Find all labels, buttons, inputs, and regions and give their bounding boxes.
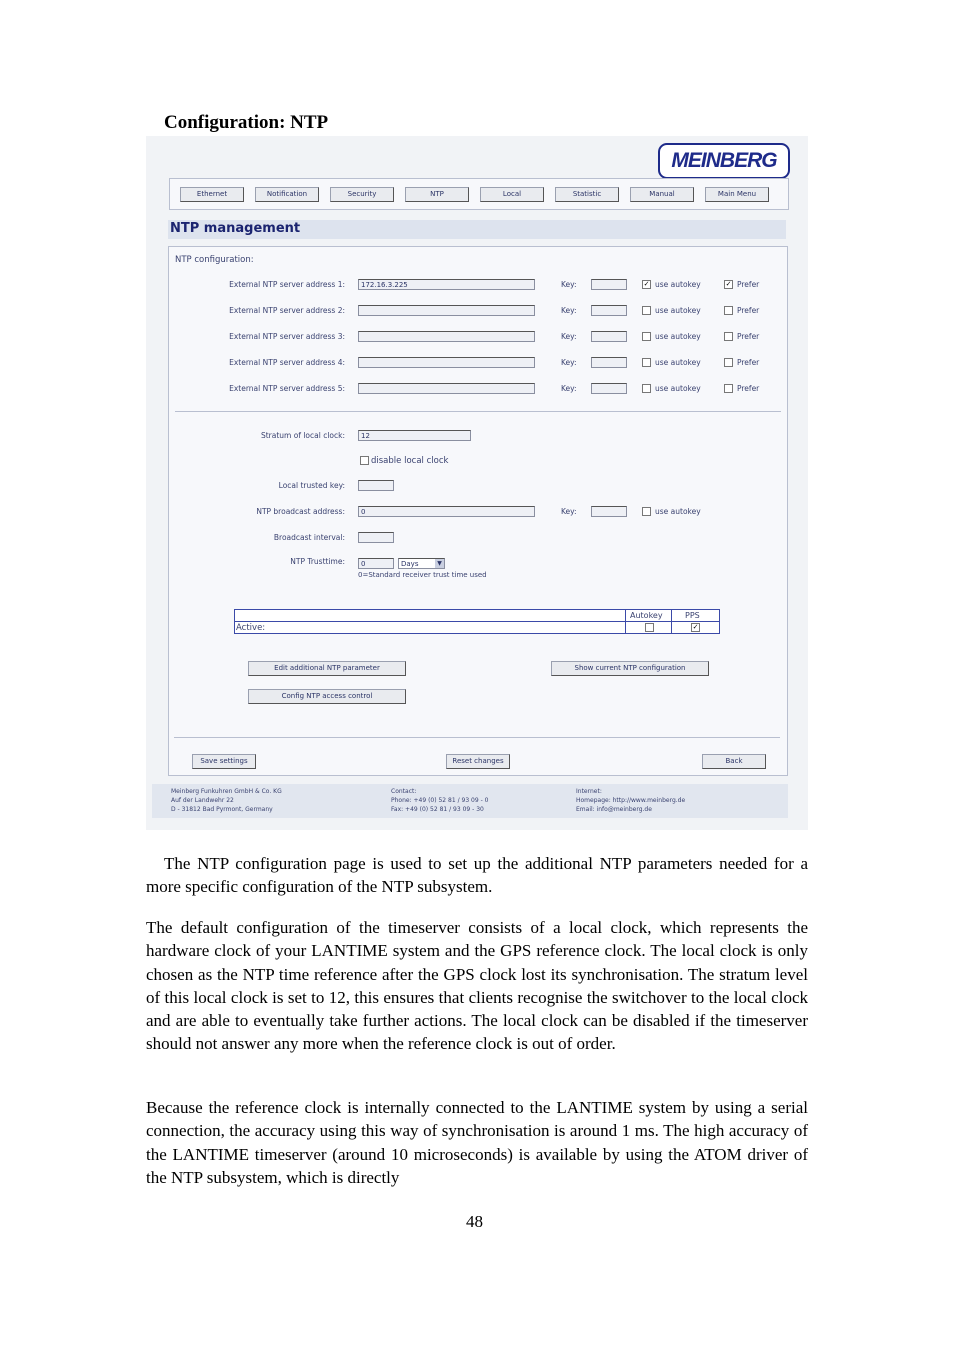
footer-company: Meinberg Funkuhren GmbH & Co. KG Auf der Landwehr 22 D - 31812 Bad Pyrmont, Germany [171,788,282,813]
nav-notification-button[interactable]: Notification [255,187,319,202]
edit-additional-ntp-button[interactable]: Edit additional NTP parameter [248,661,406,676]
table-divider [235,621,719,622]
trusttime-label: NTP Trusttime: [290,557,345,566]
broadcast-address-input[interactable]: 0 [358,506,535,517]
autokey-label: use autokey [655,332,701,341]
prefer-label: Prefer [737,280,760,289]
broadcast-key-label: Key: [561,507,577,516]
prefer-checkbox[interactable]: ✓ [725,280,732,288]
key-input[interactable] [591,279,627,290]
server-address-input[interactable] [358,305,535,316]
key-label: Key: [561,332,577,341]
trusttime-hint: 0=Standard receiver trust time used [358,571,487,579]
key-input[interactable] [591,383,627,394]
nav-statistic-button[interactable]: Statistic [555,187,619,202]
autokey-checkbox[interactable] [642,384,651,393]
server-address-input[interactable] [358,331,535,342]
prefer-label: Prefer [737,332,760,341]
footer-internet: Internet: Homepage: http://www.meinberg.de Email: info@meinberg.de [576,788,686,813]
trusttime-unit-select[interactable] [398,558,445,569]
prefer-checkbox[interactable] [724,332,733,341]
broadcast-interval-label: Broadcast interval: [273,533,345,542]
paragraph-1: The NTP configuration page is used to set up the additional NTP parameters needed for a more specific configuration of the NTP subsystem. [146,854,808,897]
key-input[interactable] [591,305,627,316]
active-autokey-checkbox[interactable] [645,623,654,632]
broadcast-address-label: NTP broadcast address: [256,507,345,516]
active-pps-checkbox[interactable]: ✓ [692,623,699,631]
autokey-label: use autokey [655,384,701,393]
autokey-label: use autokey [655,358,701,367]
footer-contact: Contact: Phone: +49 (0) 52 81 / 93 09 - 0 Fax: +49 (0) 52 81 / 93 09 - 30 [391,788,489,813]
autokey-checkbox[interactable] [642,332,651,341]
nav-bar [169,178,789,210]
paragraph-3: Because the reference clock is internally connected to the LANTIME system by using a serial connection, the accuracy using this way of synchronisation is around 1 ms. The high accuracy of the LANTIME timeserver (around 10 microseconds) is available by using the ATOM driver of the NTP subsystem, which is directly [146,1098,808,1187]
key-label: Key: [561,384,577,393]
broadcast-interval-input[interactable] [358,532,394,543]
back-button[interactable]: Back [702,754,766,769]
config-access-control-button[interactable]: Config NTP access control [248,689,406,704]
nav-manual-button[interactable]: Manual [630,187,694,202]
divider [175,411,781,412]
server-label: External NTP server address 4: [229,358,345,367]
title-bar [168,220,786,239]
server-label: External NTP server address 5: [229,384,345,393]
autokey-label: use autokey [655,306,701,315]
broadcast-autokey-label: use autokey [655,507,701,516]
divider [174,737,780,738]
autokey-header: Autokey [630,611,663,620]
prefer-label: Prefer [737,384,760,393]
prefer-checkbox[interactable] [724,384,733,393]
stratum-input[interactable]: 12 [358,430,471,441]
active-label: Active: [236,623,266,633]
trusttime-unit-value: Days [401,560,419,568]
save-settings-button[interactable]: Save settings [192,754,256,769]
nav-main-menu-button[interactable]: Main Menu [705,187,769,202]
server-address-input[interactable] [358,357,535,368]
ntp-config-screenshot [146,136,808,830]
meinberg-logo: MEINBERG [658,143,790,179]
key-label: Key: [561,280,577,289]
server-address-input[interactable]: 172.16.3.225 [358,279,535,290]
pps-header: PPS [685,611,700,620]
key-label: Key: [561,358,577,367]
page-title: NTP management [170,221,301,236]
server-address-input[interactable] [358,383,535,394]
footer [152,784,788,818]
reset-changes-button[interactable]: Reset changes [446,754,510,769]
broadcast-autokey-checkbox[interactable] [642,507,651,516]
table-divider [671,610,672,633]
paragraph-2: The default configuration of the timeserver consists of a local clock, which represents the hardware clock of your LANTIME system and the GPS reference clock. The local clock is only chosen as the NTP time reference after the GPS clock lost its synchronisation. The stratum level of this local clock is set to 12, this ensures that clients recognise the switchover to the local clock and are able to eventually take further actions. The local clock can be disabled if the timeserver should not answer any more when the reference clock is out of order. [146,918,808,1054]
server-label: External NTP server address 1: [229,280,345,289]
key-input[interactable] [591,357,627,368]
disable-local-clock-label: disable local clock [371,456,449,466]
trusted-key-label: Local trusted key: [278,481,345,490]
prefer-label: Prefer [737,358,760,367]
disable-local-clock-checkbox[interactable] [360,456,369,465]
autokey-checkbox[interactable] [642,358,651,367]
nav-security-button[interactable]: Security [330,187,394,202]
stratum-label: Stratum of local clock: [260,431,345,440]
prefer-checkbox[interactable] [724,358,733,367]
nav-ntp-button[interactable]: NTP [405,187,469,202]
trusted-key-input[interactable] [358,480,394,491]
key-input[interactable] [591,331,627,342]
autokey-checkbox[interactable] [642,306,651,315]
nav-ethernet-button[interactable]: Ethernet [180,187,244,202]
section-heading: Configuration: NTP [164,112,329,133]
active-table [234,609,720,634]
prefer-label: Prefer [737,306,760,315]
autokey-checkbox[interactable]: ✓ [643,280,650,288]
server-label: External NTP server address 3: [229,332,345,341]
section-title: NTP configuration: [175,255,254,265]
server-label: External NTP server address 2: [229,306,345,315]
broadcast-key-input[interactable] [591,506,627,517]
nav-local-button[interactable]: Local [480,187,544,202]
show-current-ntp-button[interactable]: Show current NTP configuration [551,661,709,676]
page-number: 48 [466,1212,483,1231]
chevron-down-icon: ▼ [435,559,444,568]
prefer-checkbox[interactable] [724,306,733,315]
key-label: Key: [561,306,577,315]
trusttime-input[interactable]: 0 [358,558,394,569]
table-divider [625,610,626,633]
autokey-label: use autokey [655,280,701,289]
